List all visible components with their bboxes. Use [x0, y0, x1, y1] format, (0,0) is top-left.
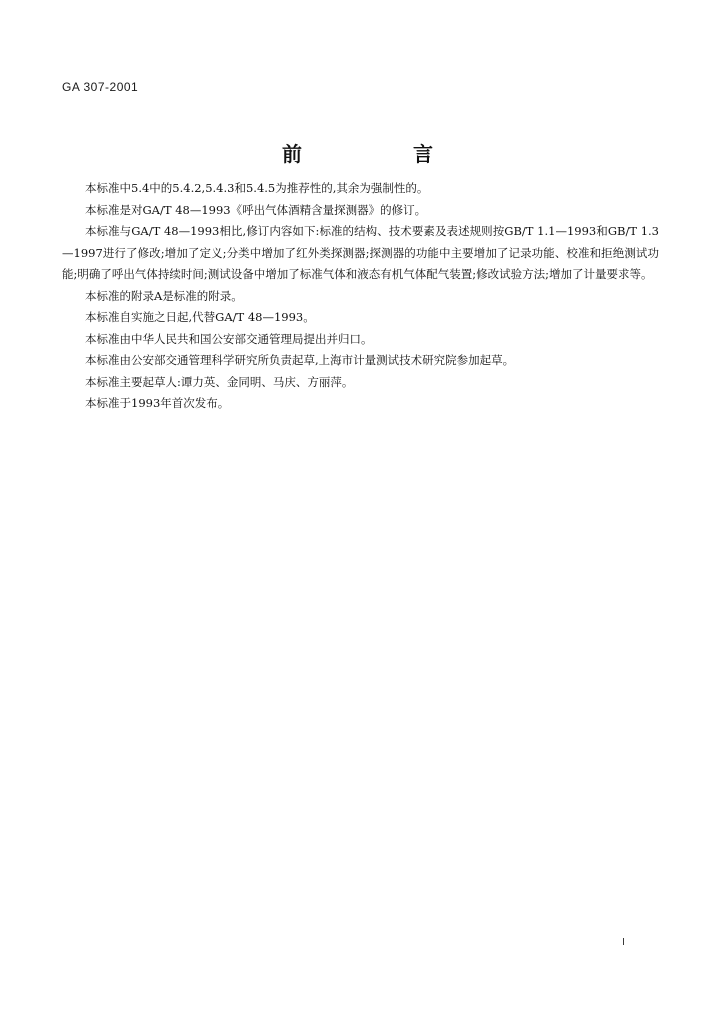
- standard-code: GA 307-2001: [62, 80, 139, 94]
- paragraph-scope-note: 本标准中5.4中的5.4.2,5.4.3和5.4.5为推荐性的,其余为强制性的。: [85, 181, 429, 195]
- paragraph-drafting-org: 本标准由公安部交通管理科学研究所负责起草,上海市计量测试技术研究院参加起草。: [85, 353, 515, 367]
- paragraph-replaces: 本标准自实施之日起,代替GA/T 48—1993。: [85, 310, 315, 324]
- paragraph-proposer: 本标准由中华人民共和国公安部交通管理局提出并归口。: [85, 331, 373, 346]
- paragraph-revision-note: 本标准是对GA/T 48—1993《呼出气体酒精含量探测器》的修订。: [85, 202, 427, 217]
- paragraph-drafters: 本标准主要起草人:谭力英、金同明、马庆、方丽萍。: [85, 374, 354, 389]
- foreword-body: [62, 178, 659, 415]
- paragraph-appendix: 本标准的附录A是标准的附录。: [85, 288, 243, 303]
- page-title: 前 言: [282, 142, 485, 166]
- paragraph-first-issue: 本标准于1993年首次发布。: [85, 396, 230, 410]
- page-number: I: [622, 937, 625, 948]
- paragraph-changes: 本标准与GA/T 48—1993相比,修订内容如下:标准的结构、技术要素及表述规则按GB/T 1.1—1993和GB/T 1.3—1997进行了修改;增加了定义;分类中增加了红外类探测器;探测器的功能中主要增加了记录功能、校准和拒绝测试功能;明确了呼出气体持续时间;测试设备中增加了标准气体和液态有机气体配气装置;修改试验方法;增加了计量要求等。: [62, 224, 659, 281]
